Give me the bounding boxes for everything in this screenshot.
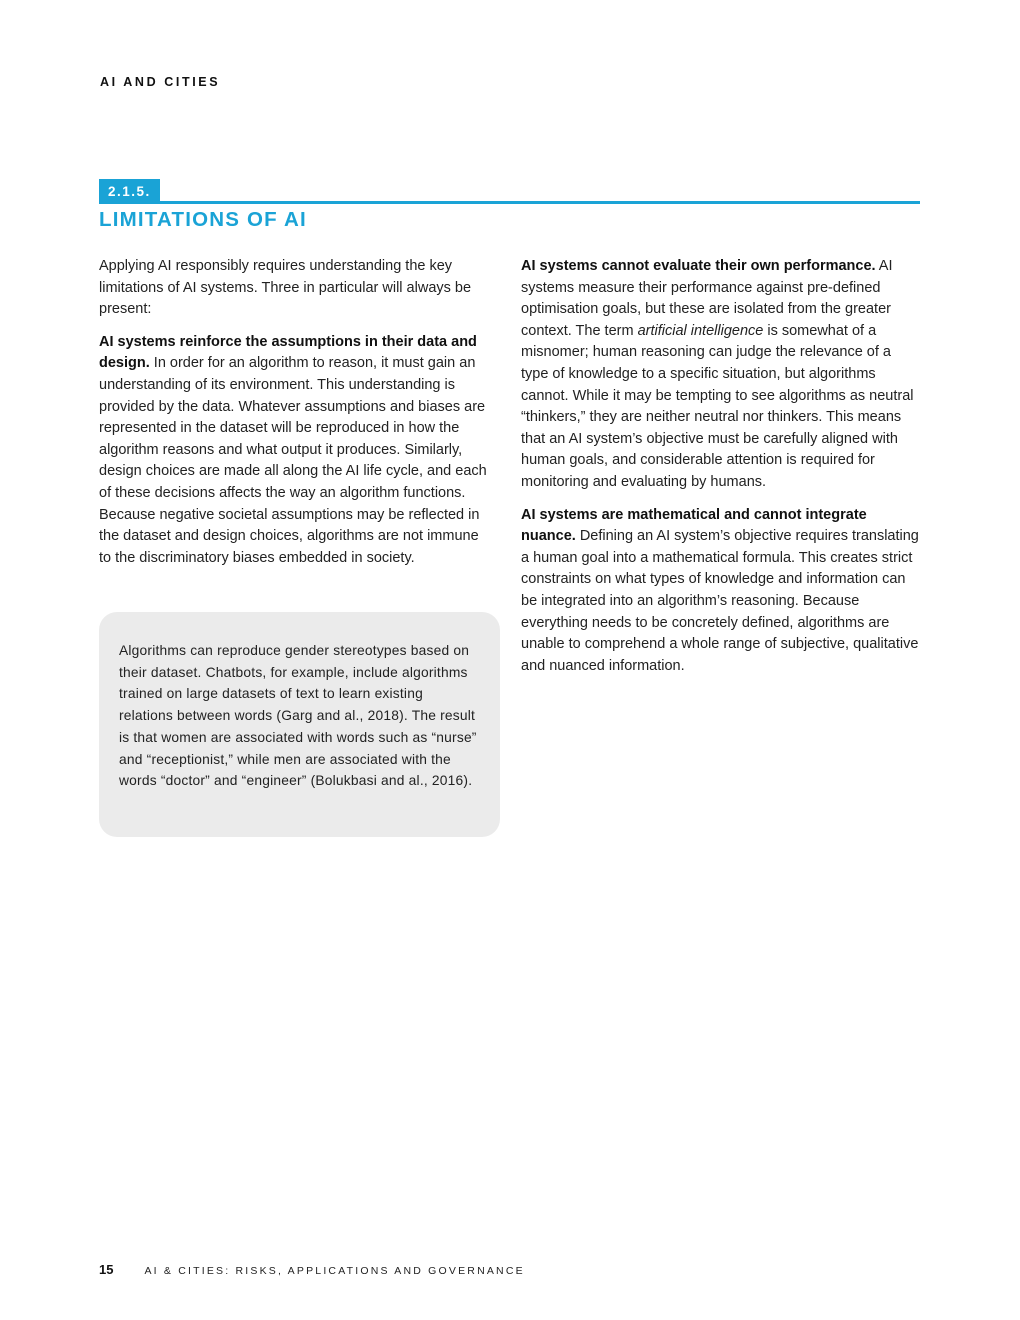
- paragraph-data-assumptions: [99, 332, 494, 570]
- paragraph-mathematical: [521, 505, 920, 678]
- paragraph-body: Defining an AI system’s objective requires translating a human goal into a mathematical formula. This creates strict constraints on what types of knowledge and information can be integrated into an algorithm’s reasoning. Because everything needs to be concretely defined, algorithms are unable to comprehend a whole range of subjective, qualitative and nuanced information.: [521, 528, 919, 674]
- emphasis-term: artificial intelligence: [637, 322, 764, 339]
- page-footer: [99, 1262, 525, 1277]
- paragraph-self-evaluation: [521, 256, 920, 494]
- intro-paragraph: Applying AI responsibly requires understanding the key limitations of AI systems. Three in particular will always be present:: [99, 258, 472, 318]
- paragraph-lead: AI systems are mathematical and cannot integrate nuance.: [521, 506, 867, 545]
- left-column: [99, 256, 494, 580]
- section-title: LIMITATIONS OF AI: [99, 208, 307, 231]
- section-number-badge: 2.1.5.: [99, 179, 160, 203]
- publication-title: AI & CITIES: RISKS, APPLICATIONS AND GOVERNANCE: [144, 1265, 525, 1277]
- paragraph-body: is somewhat of a misnomer; human reasoning can judge the relevance of a type of knowledge to a specific situation, but algorithms cannot. While it may be tempting to see algorithms as neutral “thinkers,” they are neither neutral nor thinkers. This means that an AI system’s objective must be carefully aligned with human goals, and considerable attention is required for monitoring and evaluating by humans.: [521, 322, 914, 490]
- page-number: 15: [99, 1262, 114, 1277]
- paragraph-body: In order for an algorithm to reason, it must gain an understanding of its environment. This understanding is provided by the data. Whatever assumptions and biases are represented in the dataset will be reproduced in how the algorithm reasons and what output it produces. Similarly, design choices are made all along the AI life cycle, and each of these decisions affects the way an algorithm functions. Because negative societal assumptions may be reflected in the dataset and design choices, algorithms are not immune to the discriminatory biases embedded in society.: [99, 355, 487, 566]
- paragraph-lead: AI systems reinforce the assumptions in their data and design.: [99, 333, 477, 372]
- callout-text: Algorithms can reproduce gender stereotypes based on their dataset. Chatbots, for example, include algorithms trained on large datasets of text to learn existing relations between words (Garg and al., 2018). The result is that women are associated with words such as “nurse” and “receptionist,” while men are associated with the words “doctor” and “engineer” (Bolukbasi and al., 2016).: [119, 643, 477, 789]
- callout-box: [99, 612, 500, 837]
- running-header: AI AND CITIES: [100, 75, 221, 89]
- section-divider: [99, 201, 920, 204]
- right-column: [521, 256, 920, 688]
- paragraph-lead: AI systems cannot evaluate their own performance.: [521, 258, 876, 274]
- paragraph-body: AI systems measure their performance against pre-defined optimisation goals, but these are isolated from the greater context. The term: [521, 258, 893, 339]
